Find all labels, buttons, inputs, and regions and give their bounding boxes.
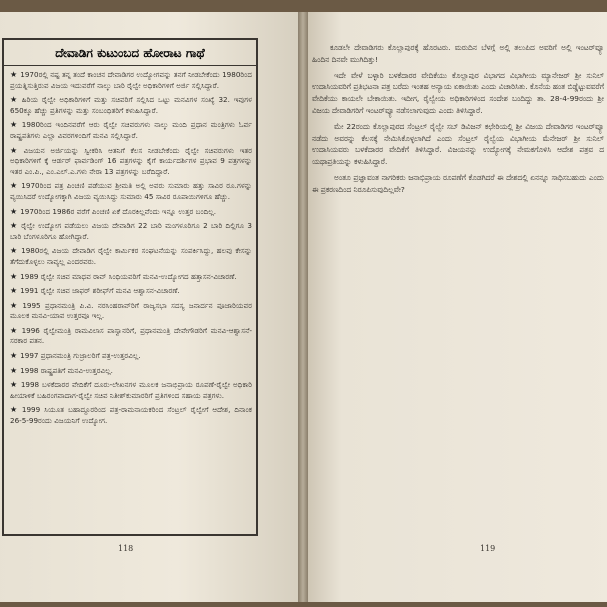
box-title: ದೇವಾಡಿಗ ಕುಟುಂಬದ ಹೋರಾಟ ಗಾಥೆ <box>4 44 256 66</box>
timeline-item <box>10 380 252 401</box>
star-bullet-icon: ★ <box>10 70 18 79</box>
timeline-item-text: 1970ರಿಂದ ಪತ್ರ ಪಿಂಚಣಿ ಪಡೆಯುವ ಶ್ರೀಮತಿ ಅಲ್ಲಿ ಅವರು ಸುಮಾರು ಹತ್ತು ಸಾವಿರ ರೂ.ಗಳನ್ನು ವ್ಯಯಿಸಿದರೆ ಉದ್ಯೋಗಕ್ಕಾಗಿ ವಿಜಯ ವ್ಯಯಿಸಿದ್ದು ಸುಮಾರು 45 ಸಾವಿರ ರೂಪಾಯಿಗಳಿಗೂ ಹೆಚ್ಚು. <box>10 181 252 201</box>
timeline-item <box>10 286 252 297</box>
timeline-item <box>10 351 252 362</box>
timeline-item-text: ವಿಜಯನ ಅರ್ಜಿಯನ್ನು ಸ್ವೀಕರಿಸಿ ಆತನಿಗೆ ಕೆಲಸ ನೀಡಬೇಕೆಂದು ರೈಲ್ವೇ ಸಚಿವರುಗಳು ಇತರ ಅಧಿಕಾರಿಗಳಿಗೆ ಕ್ಕೆ ಆರ್ಡರ್ ಫಾರ್ವಡಿಂಗ್ 16 ಪತ್ರಗಳನ್ನು ಕೈಗೆ ಕಾರ್ಯದರ್ಶಿಗಳ ಪ್ರಭಾವ 9 ಪತ್ರಗಳನ್ನು ಇತರ ಎಂ.ಪಿ., ಎಂ.ಎಲ್.ಎ.ಗಳು ನೇರಾ 13 ಪತ್ರಗಳನ್ನು ಬರೆದಿದ್ದಾರೆ. <box>10 145 252 176</box>
timeline-item <box>10 405 252 426</box>
star-bullet-icon: ★ <box>10 246 19 256</box>
timeline-item-text: 1980ರಲ್ಲಿ ವಿಜಯ ದೇವಾಡಿಗ ರೈಲ್ವೇ ಕಾರ್ಮಿಕರ ಸಂಘಟನೆಯನ್ನು ಸಂಪರ್ಕಿಸಿದ್ದು, ಹಲವು ಕೇಸನ್ನು ತೆಗೆದುಕೊಳ್ಳಲು ನಾವ್ಯಲ್ಲ ಎಂದರವರು. <box>10 246 252 266</box>
timeline-item-text: 1999 ಸಿಯೂತ ಬಹಾದ್ದೂರರಿಂದ ಪತ್ರ-ರಾಮನಾಯಕರಿಂದ ಸೆಂಟ್ರಲ್ ರೈಲ್ವೇಗೆ ಆದೇಶ, ದಿನಾಂಕ 26-5-99ರಂದು ವಿಜಯನಿಗೆ ಉದ್ಯೋಗ. <box>10 405 252 426</box>
star-bullet-icon: ★ <box>10 221 19 231</box>
timeline-item <box>10 326 252 347</box>
timeline-item <box>10 207 252 218</box>
timeline-item-text: 1998 ರಾಷ್ಟ್ರಪತಿಗೆ ಮನವಿ-ಉತ್ತರವಿಲ್ಲ. <box>20 365 113 375</box>
timeline-item-text: 1997 ಪ್ರಧಾನಮಂತ್ರಿ ಗುಜ್ರಾಲರಿಗೆ ಪತ್ರ-ಉತ್ತರವಿಲ್ಲ. <box>20 351 141 361</box>
star-bullet-icon: ★ <box>10 206 18 216</box>
timeline-item <box>10 70 252 91</box>
timeline-item <box>10 246 252 267</box>
timeline-item <box>10 181 252 202</box>
star-bullet-icon: ★ <box>10 271 18 281</box>
timeline-item-text: 1995 ಪ್ರಧಾನಮಂತ್ರಿ ಪಿ.ವಿ. ನರಸಿಂಹರಾವ್‌ರಿಗೆ ರಾಜ್ಯಸಭಾ ಸದಸ್ಯ ಜನಾರ್ದನ ಪೂಜಾರಿಯವರ ಮೂಲಕ ಮನವಿ-ಯಾವ ಉತ್ತರವೂ ಇಲ್ಲ. <box>10 300 253 321</box>
star-bullet-icon: ★ <box>10 380 18 390</box>
timeline-item-text: 1996 ರೈಲ್ವೇಮಂತ್ರಿ ರಾಮವಿಲಾಸ ಪಾಸ್ವಾನರಿಗೆ, ಪ್ರಧಾನಮಂತ್ರಿ ದೇವೇಗೌಡರಿಗೆ ಮನವಿ-ಆಶ್ವಾಸನೆ-ಸರಕಾರ ಪತನ. <box>10 325 253 346</box>
timeline-item <box>10 95 252 116</box>
article-paragraph: ಅಂತೂ ಪ್ರಜ್ಞಾವಂತ ನಾಗರಿಕರು ಜನಾಭಿಪ್ರಾಯ ರೂಪಣೆಗೆ ಕೊಡಗಿದರೆ ಈ ದೇಶದಲ್ಲಿ ಏನನ್ನೂ ಸಾಧಿಸಬಹುದು ಎಂದು ಈ ಪ್ರಕರಣದಿಂದ ನಿರೂಪಿಸುವುದಿಲ್ಲವೇ? <box>312 172 604 194</box>
article-body <box>312 42 604 200</box>
timeline-item-text: 1989 ರೈಲ್ವೇ ಸಚಿವ ಮಾಧವ ರಾವ್ ಸಿಂಧಿಯವರಿಗೆ ಮನವಿ-ಉದ್ಯೋಗದ ಹತ್ತಾಸನ-ವಿಚಾರಣೆ. <box>20 271 237 281</box>
star-bullet-icon: ★ <box>10 300 20 310</box>
star-bullet-icon: ★ <box>10 405 19 415</box>
timeline-item-text: ರೈಲ್ವೇ ಉದ್ಯೋಗ ಪಡೆಯಲು ವಿಜಯ ದೇವಾಡಿಗ 22 ಬಾರಿ ಮಂಗಳೂರಿಗೂ 2 ಬಾರಿ ದಿಲ್ಲಿಗೂ 3 ಬಾರಿ ಬೆಂಗಳೂರಿಗೂ ಹೋಗಿದ್ದಾರೆ. <box>10 221 252 241</box>
article-paragraph: ಇದೇ ವೇಳೆ ಬಳ್ಳಾರಿ ಬಳಕೆದಾರರ ವೇದಿಕೆಯು ಕೊಲ್ಲಾಪುರ ವಿಭಾಗದ ವಿಭಾಗೀಯ ಮ್ಯಾನೇಜರ್ ಶ್ರೀ ಸುನಿಲ್ ಉದಾಸಿಯವರಿಗೆ ಪ್ರತಿಭಟನಾ ಪತ್ರ ಬರೆದು ಇಂತಹ ಅನ್ಯಾಯ ಏಕಾಯಿತು ಎಂದು ವಿಚಾರಿಸಿತು. ಕೊನೆಯ ಹಂತ ಬಿಡ್ಡೆಟ್ಟುವವರೆಗೆ ವೇದಿಕೆಯು ಕಾಯಲೇ ಬೇಕಾಯಿತು. ಇದೀಗ, ರೈಲ್ವೇಯ ಅಧಿಕಾರಿಗಳಿಂದ ಸಂದೇಶ ಬಂದಿದ್ದು ತಾ. 28-4-99ರಂದು ಶ್ರೀ ವಿಜಯ ದೇವಾಡಿಗರಿಗೆ ಇಂಟರ್‌ವ್ಯೂ ನಡೆಸಲಾಗುವುದು ಎಂದು ತಿಳಿಸಿದ್ದಾರೆ. <box>312 70 604 115</box>
star-bullet-icon: ★ <box>10 181 19 191</box>
page-number-right: 119 <box>480 544 496 553</box>
timeline-list <box>10 70 252 427</box>
timeline-item-text: ಹಿರಿಯ ರೈಲ್ವೇ ಅಧಿಕಾರಿಗಳಿಗೆ ಮತ್ತು ಸಚಿವರಿಗೆ ಸಲ್ಲಿಸಿದ ಒಟ್ಟು ಮನವಿಗಳ ಸಂಖ್ಯೆ 32. ಇವುಗಳ 650ಕ್ಕೂ ಹೆಚ್ಚು ಪ್ರತಿಗಳನ್ನು ಮತ್ತು ಸಂಬಂಧಿತರಿಗೆ ಕಳುಹಿಸಿದ್ದಾರೆ. <box>10 95 253 115</box>
timeline-box <box>2 38 258 536</box>
timeline-item <box>10 146 252 178</box>
timeline-item-text: 1991 ರೈಲ್ವೇ ಸಚಿವ ಜಾಫರ್ ಶರೀಫ್‌ಗೆ ಮನವಿ ಆಶ್ವಾಸನ-ವಿಚಾರಣೆ. <box>20 286 180 296</box>
star-bullet-icon: ★ <box>10 120 19 130</box>
star-bullet-icon: ★ <box>10 325 19 335</box>
timeline-item <box>10 221 252 242</box>
page-number-left: 118 <box>118 544 134 553</box>
timeline-item-text: 1970ರಲ್ಲಿ ನಷ್ಟ ತನ್ನ ತಂದೆ ಕಾಂಚನ ದೇವಾಡಿಗರ ಉದ್ಯೋಗವನ್ನು ತನಗೆ ನೀಡಬೇಕೆಂದು 1980ರಿಂದ ಪ್ರಯತ್ನಿಸುತ್ತಿರುವ ವಿಜಯ ಇದುವರೆಗೆ ನಾಲ್ಕು ಬಾರಿ ರೈಲ್ವೇ ಅಧಿಕಾರಿಗಳಿಗೆ ಅರ್ಜಿ ಸಲ್ಲಿಸಿದ್ದಾರೆ. <box>10 70 253 90</box>
article-paragraph: ಮೇ 22ರಂದು ಕೊಲ್ಲಾಪುರದ ಸೆಂಟ್ರಲ್ ರೈಲ್ವೇ ಸಬ್ ಡಿವಿಜನ್ ಕಛೇರಿಯಲ್ಲಿ ಶ್ರೀ ವಿಜಯ ದೇವಾಡಿಗರ ಇಂಟರ್‌ವ್ಯೂ ನಡೆದು ಅವರನ್ನು ಕೆಲಸಕ್ಕೆ ನೇಮಿಸಿಕೊಳ್ಳಲಾಗಿದೆ ಎಂದು ಸೆಂಟ್ರಲ್ ರೈಲ್ವೆಯ ವಿಭಾಗೀಯ ಮೆನೇಜರ್ ಶ್ರೀ ಸುನಿಲ್ ಉದಾಸಿಯವರು ಬಳಕೆದಾರರ ವೇದಿಕೆಗೆ ತಿಳಿಸಿದ್ದಾರೆ. ವಿಜಯನನ್ನು ಉದ್ಯೋಗಕ್ಕೆ ನೇಮಕಗೊಳಿಸಿ ಆದೇಶ ಪತ್ರವ ದ ಯಥಾಪ್ರತಿಯನ್ನು ಕಳುಹಿಸಿದ್ದಾರೆ. <box>312 121 604 167</box>
star-bullet-icon: ★ <box>10 351 18 361</box>
star-bullet-icon: ★ <box>10 95 19 105</box>
timeline-item-text: 1998 ಬಳಕೆದಾರರ ವೇದಿಕೆಗೆ ದೂರು-ಲೇಖನಗಳ ಮೂಲಕ ಜನಾಭಿಪ್ರಾಯ ರೂಪಣೆ-ರೈಲ್ವೇ ಅಧಿಕಾರಿ ಹೀಯಾಳಿಕೆ ಬಹಿರಂಗವಾದಾಗ-ರೈಲ್ವೇ ಸಚಿವ ನಿತೀಶ್‌ಕುಮಾರರಿಗೆ ಪ್ರತಿಗಳಿಂದ ಸಹಾಯ ಪತ್ರಗಳು. <box>10 380 253 400</box>
book-gutter <box>298 12 308 602</box>
timeline-item <box>10 120 252 141</box>
timeline-item <box>10 272 252 283</box>
timeline-item-text: 1970ರಿಂದ 1986ರ ವರೆಗೆ ಪಿಂಚಣಿ ಏಕೆ ದೊರಕಿಲ್ಲವೆಂದು ಇನ್ನೂ ಉತ್ತರ ಬಂದಿಲ್ಲ. <box>20 206 217 216</box>
star-bullet-icon: ★ <box>10 286 18 296</box>
article-paragraph: ಕೂಡಲೇ ದೇವಾಡಿಗರು ಕೊಲ್ಲಾಪುರಕ್ಕೆ ಹೊರಟರು. ಮರುದಿನ ಬೆಳಗ್ಗೆ ಅಲ್ಲಿ ತಲುಪಿದ ಅವರಿಗೆ ಅಲ್ಲಿ ಇಂಟರ್‌ವ್ಯೂ ಹಿಂದಿನ ದಿನವೇ ಮುಗಿದಿತ್ತು! <box>312 43 604 64</box>
star-bullet-icon: ★ <box>10 365 18 375</box>
timeline-item <box>10 301 252 322</box>
timeline-item-text: 1980ರಿಂದ ಇಂದಿನವರೆಗೆ ಆರು ರೈಲ್ವೇ ಸಚಿವರುಗಳು ನಾಲ್ಕು ಮಂದಿ ಪ್ರಧಾನ ಮಂತ್ರಿಗಳು ಓರ್ವ ರಾಷ್ಟ್ರಪತಿಗಳು ಎಲ್ಲಾ ವಿವರಗಳಿಂದಿಗೆ ಮನವಿ ಸಲ್ಲಿಸಿದ್ದಾರೆ. <box>10 120 253 140</box>
timeline-item <box>10 366 252 377</box>
star-bullet-icon: ★ <box>10 145 21 155</box>
